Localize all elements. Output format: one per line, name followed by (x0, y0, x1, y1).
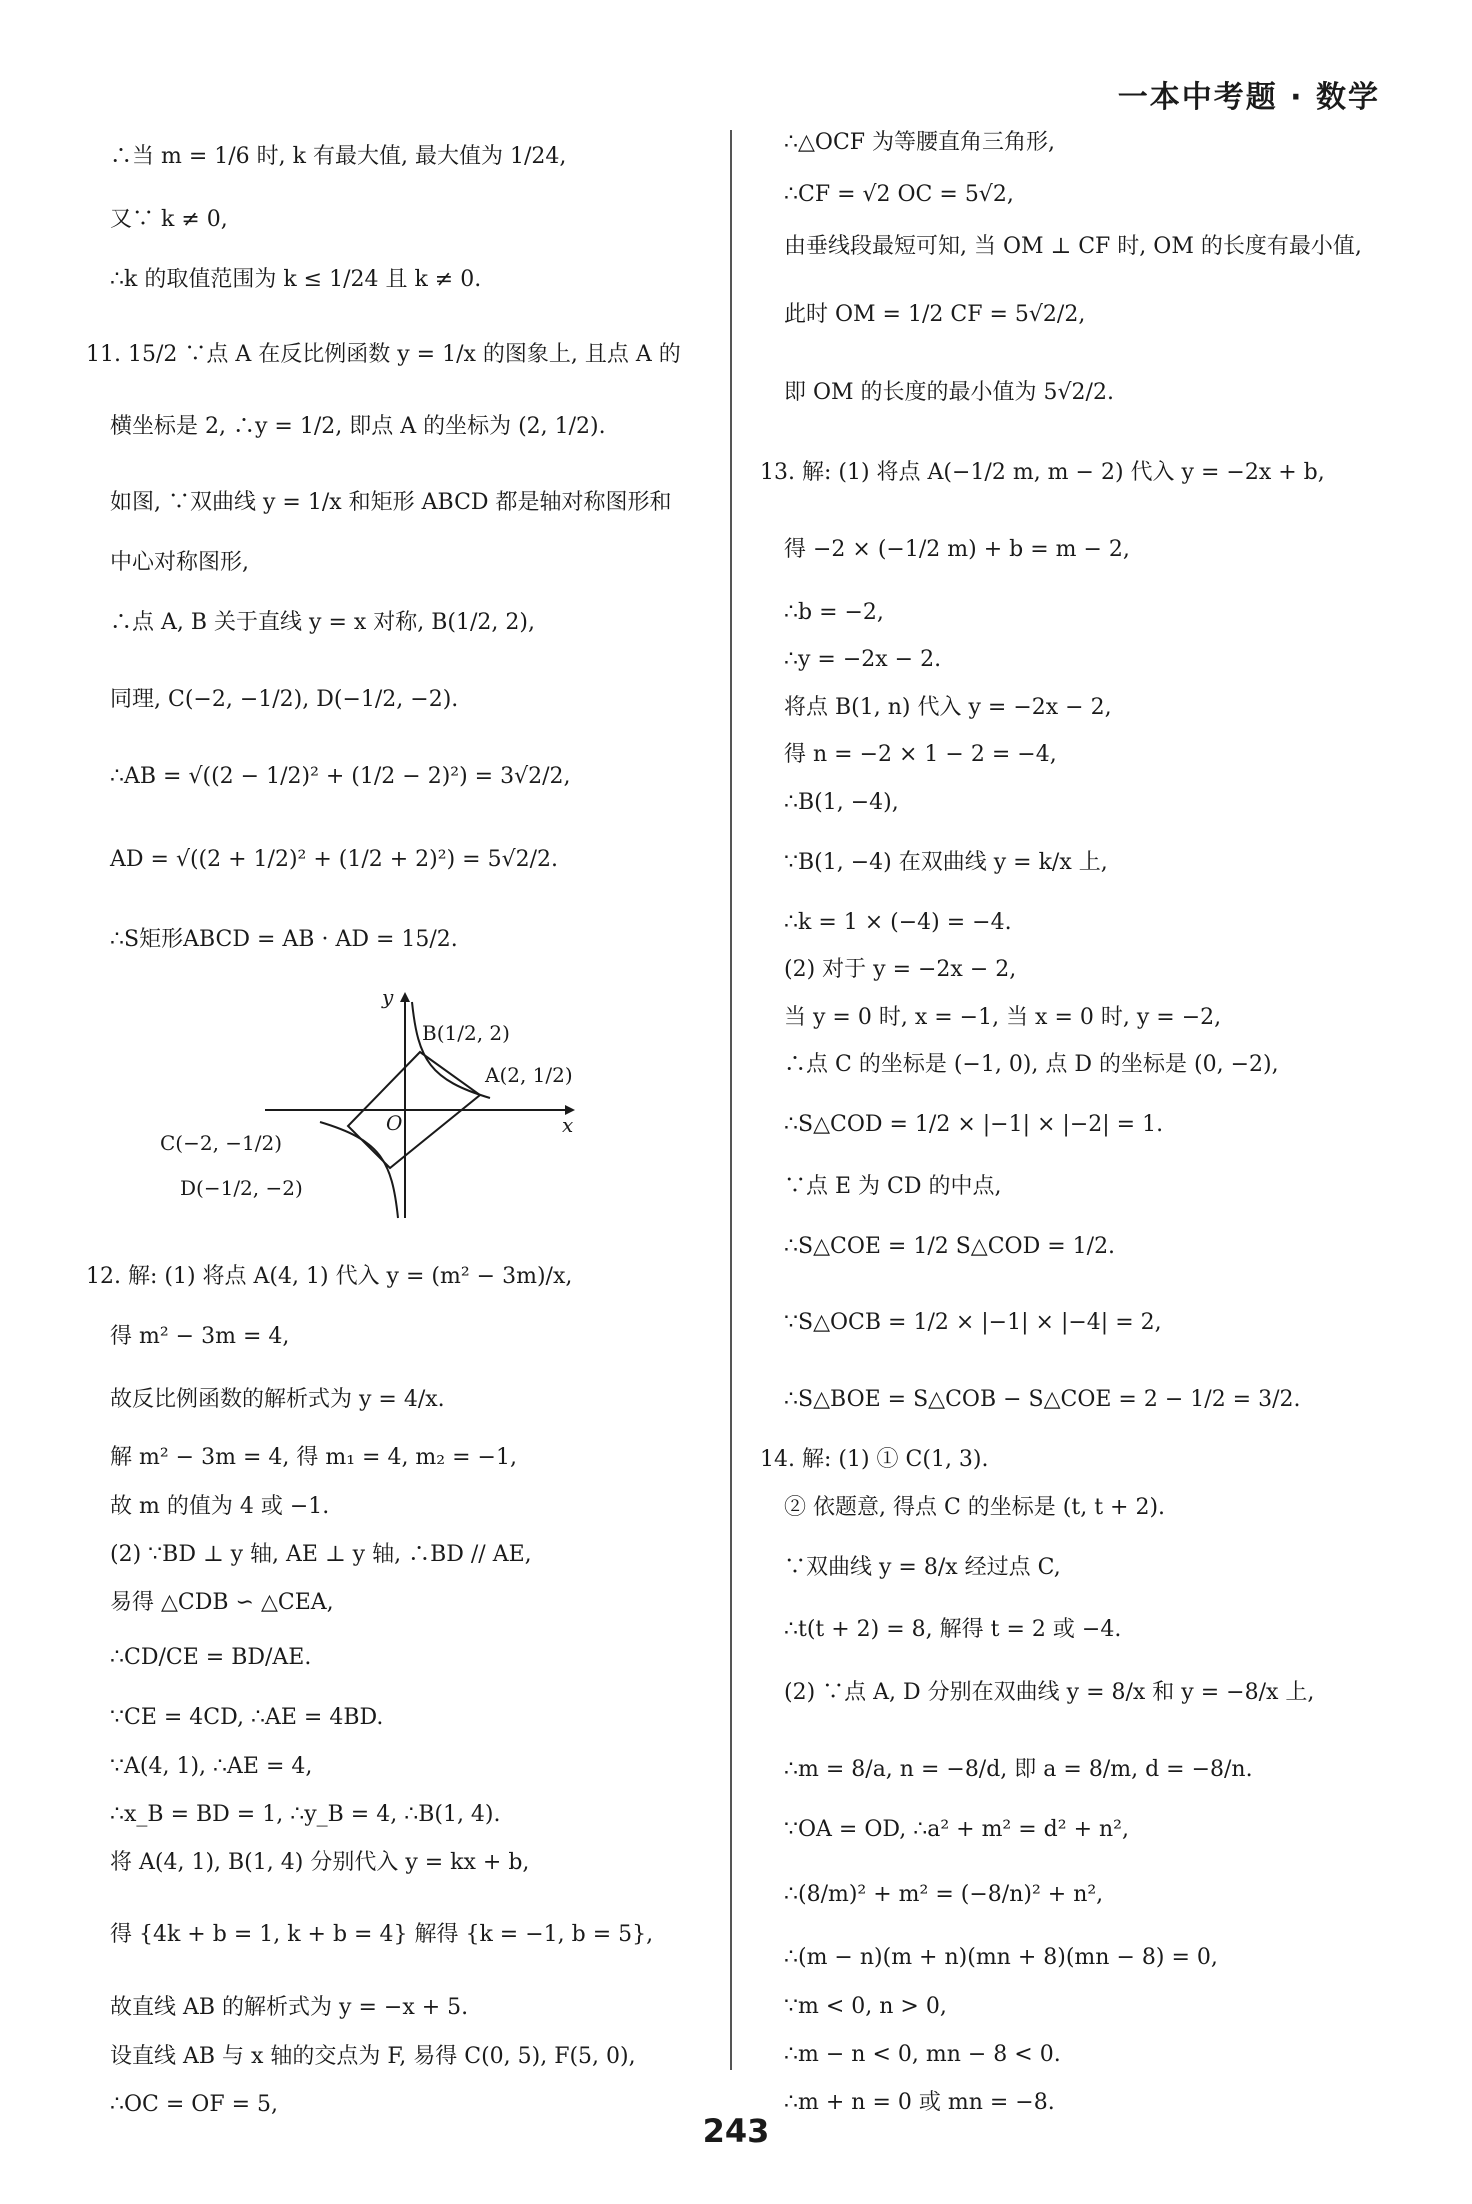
point-b-label: B(1/2, 2) (422, 1021, 510, 1045)
solution-line: ∴CF = √2 OC = 5√2, (784, 182, 1014, 207)
solution-line: ∴t(t + 2) = 8, 解得 t = 2 或 −4. (784, 1617, 1122, 1642)
solution-line: (2) ∵BD ⊥ y 轴, AE ⊥ y 轴, ∴BD // AE, (110, 1542, 532, 1567)
solution-line: ∵m < 0, n > 0, (784, 1994, 947, 2019)
solution-line: AD = √((2 + 1/2)² + (1/2 + 2)²) = 5√2/2. (110, 847, 559, 872)
solution-line: ∴△OCF 为等腰直角三角形, (784, 130, 1056, 155)
hyperbola-rectangle-figure (150, 990, 590, 1220)
solution-line: 即 OM 的长度的最小值为 5√2/2. (784, 380, 1114, 405)
solution-line: 由垂线段最短可知, 当 OM ⊥ CF 时, OM 的长度有最小值, (784, 234, 1362, 259)
solution-line: ∵B(1, −4) 在双曲线 y = k/x 上, (784, 850, 1108, 875)
column-divider (730, 130, 732, 2070)
solution-line: ∴k = 1 × (−4) = −4. (784, 910, 1012, 935)
solution-line: 当 y = 0 时, x = −1, 当 x = 0 时, y = −2, (784, 1005, 1222, 1030)
solution-line: ∴S△COD = 1/2 × |−1| × |−2| = 1. (784, 1112, 1164, 1137)
solution-line: 易得 △CDB ∽ △CEA, (110, 1590, 334, 1615)
solution-line: 将点 B(1, n) 代入 y = −2x − 2, (784, 695, 1112, 720)
solution-line: 如图, ∵双曲线 y = 1/x 和矩形 ABCD 都是轴对称图形和 (110, 490, 672, 515)
solution-line: 设直线 AB 与 x 轴的交点为 F, 易得 C(0, 5), F(5, 0), (110, 2044, 636, 2069)
axis-y-label: y (382, 990, 394, 1009)
point-c-label: C(−2, −1/2) (160, 1131, 283, 1155)
solution-line: 得 −2 × (−1/2 m) + b = m − 2, (784, 537, 1130, 562)
solution-line: ∴S△COE = 1/2 S△COD = 1/2. (784, 1234, 1116, 1259)
solution-line: ∴点 A, B 关于直线 y = x 对称, B(1/2, 2), (110, 610, 535, 635)
solution-line: ∴B(1, −4), (784, 790, 899, 815)
solution-line: ∴k 的取值范围为 k ≤ 1/24 且 k ≠ 0. (110, 267, 482, 292)
solution-line: 得 {4k + b = 1, k + b = 4} 解得 {k = −1, b = 5}, (110, 1922, 654, 1947)
solution-line: ∴OC = OF = 5, (110, 2092, 278, 2117)
solution-line: 故反比例函数的解析式为 y = 4/x. (110, 1387, 445, 1412)
solution-line: ∴S矩形ABCD = AB · AD = 15/2. (110, 927, 458, 952)
solution-line: 得 n = −2 × 1 − 2 = −4, (784, 742, 1057, 767)
solution-line: ∴y = −2x − 2. (784, 647, 942, 672)
solution-line: ∵双曲线 y = 8/x 经过点 C, (784, 1555, 1061, 1580)
solution-line: 解 m² − 3m = 4, 得 m₁ = 4, m₂ = −1, (110, 1445, 517, 1470)
solution-line: ② 依题意, 得点 C 的坐标是 (t, t + 2). (784, 1495, 1166, 1520)
solution-line: ∴m − n < 0, mn − 8 < 0. (784, 2042, 1061, 2067)
page-header-title: 一本中考题 · 数学 (1117, 80, 1380, 115)
solution-line: 又∵ k ≠ 0, (110, 207, 228, 232)
solution-line: 中心对称图形, (110, 550, 249, 575)
solution-line: (2) ∵点 A, D 分别在双曲线 y = 8/x 和 y = −8/x 上, (784, 1680, 1315, 1705)
solution-line: 得 m² − 3m = 4, (110, 1324, 290, 1349)
solution-line: 将 A(4, 1), B(1, 4) 分别代入 y = kx + b, (110, 1850, 530, 1875)
solution-line: 14. 解: (1) ① C(1, 3). (760, 1447, 989, 1472)
solution-line: ∴CD/CE = BD/AE. (110, 1645, 312, 1670)
solution-line: ∴(8/m)² + m² = (−8/n)² + n², (784, 1882, 1104, 1907)
hyperbola-branch-q1 (412, 1002, 490, 1098)
solution-line: ∵S△OCB = 1/2 × |−1| × |−4| = 2, (784, 1310, 1162, 1335)
solution-line: ∵A(4, 1), ∴AE = 4, (110, 1754, 313, 1779)
solution-line: ∴b = −2, (784, 600, 884, 625)
solution-line: 横坐标是 2, ∴y = 1/2, 即点 A 的坐标为 (2, 1/2). (110, 414, 606, 439)
solution-line: ∵点 E 为 CD 的中点, (784, 1174, 1002, 1199)
solution-line: ∴点 C 的坐标是 (−1, 0), 点 D 的坐标是 (0, −2), (784, 1052, 1279, 1077)
solution-line: 11. 15/2 ∵点 A 在反比例函数 y = 1/x 的图象上, 且点 A 的 (86, 342, 681, 367)
solution-line: 12. 解: (1) 将点 A(4, 1) 代入 y = (m² − 3m)/x, (86, 1264, 573, 1289)
solution-line: ∵OA = OD, ∴a² + m² = d² + n², (784, 1817, 1129, 1842)
solution-line: 13. 解: (1) 将点 A(−1/2 m, m − 2) 代入 y = −2x + b, (760, 460, 1325, 485)
solution-line: 故直线 AB 的解析式为 y = −x + 5. (110, 1995, 469, 2020)
solution-line: ∴m = 8/a, n = −8/d, 即 a = 8/m, d = −8/n. (784, 1757, 1253, 1782)
solution-line: (2) 对于 y = −2x − 2, (784, 957, 1017, 982)
solution-line: ∴S△BOE = S△COB − S△COE = 2 − 1/2 = 3/2. (784, 1387, 1301, 1412)
page-number: 243 (702, 2112, 770, 2150)
point-d-label: D(−1/2, −2) (180, 1176, 303, 1200)
origin-label: O (386, 1111, 403, 1135)
solution-line: 同理, C(−2, −1/2), D(−1/2, −2). (110, 687, 459, 712)
solution-line: ∵CE = 4CD, ∴AE = 4BD. (110, 1705, 384, 1730)
axis-x-label: x (562, 1113, 574, 1137)
y-axis-arrow (400, 992, 410, 1002)
point-a-label: A(2, 1/2) (485, 1063, 573, 1087)
solution-line: ∴m + n = 0 或 mn = −8. (784, 2090, 1055, 2115)
solution-line: ∴x_B = BD = 1, ∴y_B = 4, ∴B(1, 4). (110, 1802, 501, 1827)
solution-line: ∴(m − n)(m + n)(mn + 8)(mn − 8) = 0, (784, 1945, 1218, 1970)
solution-line: 此时 OM = 1/2 CF = 5√2/2, (784, 302, 1086, 327)
solution-line: 故 m 的值为 4 或 −1. (110, 1494, 330, 1519)
solution-line: ∴当 m = 1/6 时, k 有最大值, 最大值为 1/24, (110, 144, 567, 169)
solution-line: ∴AB = √((2 − 1/2)² + (1/2 − 2)²) = 3√2/2, (110, 764, 571, 789)
